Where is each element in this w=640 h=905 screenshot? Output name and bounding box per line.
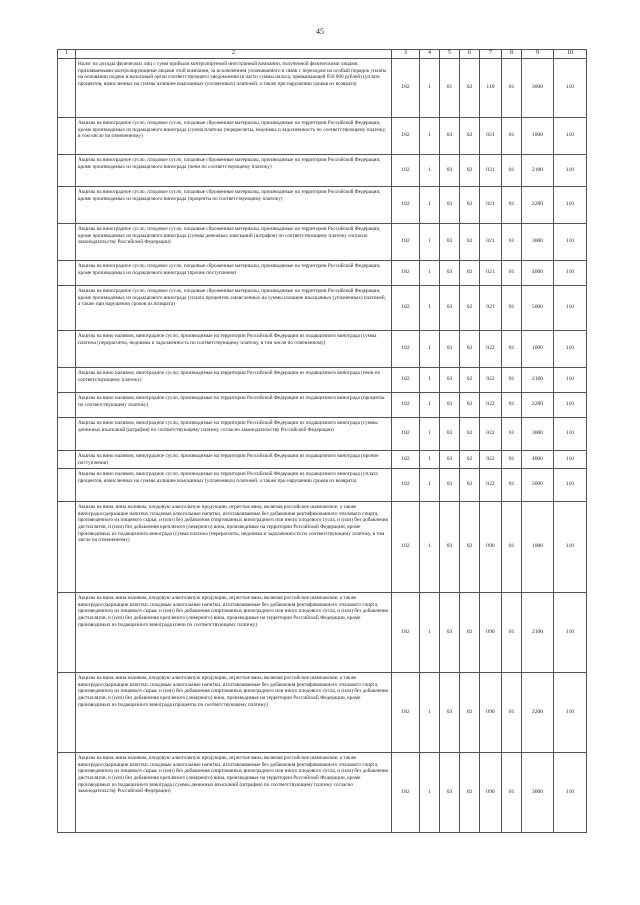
code-program-cell: 1000: [522, 502, 554, 593]
code-article-cell: 02: [460, 673, 480, 753]
code-program-cell: 5000: [522, 286, 554, 331]
code-subarticle-cell: 022: [480, 331, 502, 368]
code-element-cell: 01: [502, 331, 522, 368]
code-subarticle-cell: 022: [480, 393, 502, 418]
code-kind-cell: 110: [554, 155, 587, 187]
code-element-cell: 01: [502, 502, 522, 593]
code-admin-cell: 182: [392, 187, 420, 224]
code-admin-cell: 182: [392, 469, 420, 502]
code-kind-cell: 110: [554, 286, 587, 331]
code-element-cell: 01: [502, 155, 522, 187]
code-program-cell: 2100: [522, 368, 554, 393]
code-article-cell: 02: [460, 502, 480, 593]
table-row: [58, 673, 587, 753]
code-subarticle-cell: 110: [480, 59, 502, 118]
code-kind-cell: 110: [554, 418, 587, 451]
row-number-cell: [58, 753, 76, 833]
table-row: [58, 331, 587, 368]
code-article-cell: 02: [460, 451, 480, 469]
revenue-description: Акцизы на вина, вина наливом, плодовую алкогольную продукцию, игристые вина, включая российское шампанское, а также виноградосодержащие напитки, плодовые алкогольные напитки, изготавливаемые без добавления ректификованного этилового спирта, произведенного из пищевого сырья, и (или) без добавления спиртованных виноградного или иного плодового сусла, и (или) без добавления дистиллятов, и (или) без добавления крепленого (ликерного) вина, производимые на территории Российской Федерации, кроме производимых из подакцизного винограда (проценты по соответствующему платежу): [76, 673, 392, 753]
code-group-cell: 1: [420, 469, 440, 502]
column-number: 5: [440, 50, 460, 59]
row-number-cell: [58, 469, 76, 502]
table-row: [58, 593, 587, 673]
code-kind-cell: 110: [554, 187, 587, 224]
code-admin-cell: 182: [392, 673, 420, 753]
code-subgroup-cell: 01: [440, 59, 460, 118]
table-row: [58, 155, 587, 187]
revenue-description: Акцизы на вина, вина наливом, плодовую алкогольную продукцию, игристые вина, включая российское шампанское, а также виноградосодержащие напитки, плодовые алкогольные напитки, изготавливаемые без добавления ректификованного этилового спирта, произведенного из пищевого сырья, и (или) без добавления спиртованных виноградного или иного плодового сусла, и (или) без добавления дистиллятов, и (или) без добавления крепленого (ликерного) вина, производимые на территории Российской Федерации, кроме производимых из подакцизного винограда (пени по соответствующему платежу): [76, 593, 392, 673]
code-article-cell: 02: [460, 224, 480, 261]
column-number: 10: [554, 50, 587, 59]
column-number-row: [58, 50, 587, 59]
code-subgroup-cell: 03: [440, 593, 460, 673]
code-group-cell: 1: [420, 418, 440, 451]
code-article-cell: 02: [460, 393, 480, 418]
revenue-description: Акцизы на вино наливом, виноградное сусло, производимые на территории Российской Федерации из подакцизного винограда (пени по соответствующему платежу): [76, 368, 392, 393]
code-subarticle-cell: 022: [480, 451, 502, 469]
code-article-cell: 02: [460, 59, 480, 118]
row-number-cell: [58, 673, 76, 753]
revenue-description: Акцизы на вино наливом, виноградное сусло, производимые на территории Российской Федерации из подакцизного винограда (сумма платежа (перерасчеты, недоимка и задолженность по соответствующему платежу, в том числе по отмененному): [76, 331, 392, 368]
row-number-cell: [58, 593, 76, 673]
code-program-cell: 4000: [522, 261, 554, 286]
revenue-description: Акцизы на виноградное сусло, плодовое сусло, плодовые сброженные материалы, производимые на территории Российской Федерации, кроме производимых из подакцизного винограда (прочие поступления): [76, 261, 392, 286]
code-subarticle-cell: 090: [480, 593, 502, 673]
code-admin-cell: 182: [392, 393, 420, 418]
revenue-description: Акцизы на вино наливом, виноградное сусло, производимые на территории Российской Федерации из подакцизного винограда (уплата процентов, начисленных на суммы излишне взысканных (уплаченных) платежей, а также при нарушении сроков их возврата): [76, 469, 392, 502]
code-admin-cell: 182: [392, 753, 420, 833]
code-group-cell: 1: [420, 155, 440, 187]
code-group-cell: 1: [420, 286, 440, 331]
row-number-cell: [58, 155, 76, 187]
code-program-cell: 5000: [522, 469, 554, 502]
code-element-cell: 01: [502, 261, 522, 286]
code-element-cell: 01: [502, 418, 522, 451]
code-subarticle-cell: 022: [480, 418, 502, 451]
table-row: [58, 502, 587, 593]
column-number: 8: [502, 50, 522, 59]
code-article-cell: 02: [460, 368, 480, 393]
code-program-cell: 3000: [522, 753, 554, 833]
code-admin-cell: 182: [392, 593, 420, 673]
code-kind-cell: 110: [554, 451, 587, 469]
code-admin-cell: 182: [392, 155, 420, 187]
code-program-cell: 1000: [522, 331, 554, 368]
code-subgroup-cell: 03: [440, 187, 460, 224]
code-group-cell: 1: [420, 261, 440, 286]
code-admin-cell: 182: [392, 368, 420, 393]
code-group-cell: 1: [420, 331, 440, 368]
table-row: [58, 224, 587, 261]
column-number: 6: [460, 50, 480, 59]
code-kind-cell: 110: [554, 368, 587, 393]
code-kind-cell: 110: [554, 261, 587, 286]
code-group-cell: 1: [420, 393, 440, 418]
code-article-cell: 02: [460, 187, 480, 224]
code-admin-cell: 182: [392, 418, 420, 451]
code-article-cell: 02: [460, 753, 480, 833]
revenue-description: Акцизы на виноградное сусло, плодовое сусло, плодовые сброженные материалы, производимые на территории Российской Федерации, кроме производимых из подакцизного винограда (сумма платежа (перерасчеты, недоимка и задолженность по соответствующему платежу, в том числе по отмененному): [76, 118, 392, 155]
table-row: [58, 753, 587, 833]
code-element-cell: 01: [502, 187, 522, 224]
code-subgroup-cell: 03: [440, 155, 460, 187]
budget-codes-table: [57, 49, 587, 833]
code-element-cell: 01: [502, 393, 522, 418]
code-element-cell: 01: [502, 673, 522, 753]
code-program-cell: 1000: [522, 118, 554, 155]
code-element-cell: 01: [502, 286, 522, 331]
code-element-cell: 01: [502, 59, 522, 118]
code-kind-cell: 110: [554, 469, 587, 502]
code-group-cell: 1: [420, 368, 440, 393]
table-row: [58, 187, 587, 224]
code-article-cell: 02: [460, 418, 480, 451]
code-article-cell: 02: [460, 155, 480, 187]
code-program-cell: 2200: [522, 187, 554, 224]
table-row: [58, 261, 587, 286]
code-subarticle-cell: 021: [480, 118, 502, 155]
row-number-cell: [58, 261, 76, 286]
code-subarticle-cell: 021: [480, 286, 502, 331]
code-kind-cell: 110: [554, 331, 587, 368]
code-article-cell: 02: [460, 118, 480, 155]
table-row: [58, 368, 587, 393]
code-program-cell: 2100: [522, 155, 554, 187]
code-kind-cell: 110: [554, 753, 587, 833]
code-subgroup-cell: 03: [440, 224, 460, 261]
code-kind-cell: 110: [554, 673, 587, 753]
revenue-description: Акцизы на виноградное сусло, плодовое сусло, плодовые сброженные материалы, производимые на территории Российской Федерации, кроме производимых из подакцизного винограда (суммы денежных взысканий (штрафов) по соответствующему платежу согласно законодательству Российской Федерации): [76, 224, 392, 261]
code-admin-cell: 182: [392, 331, 420, 368]
table-row: [58, 59, 587, 118]
code-element-cell: 01: [502, 753, 522, 833]
row-number-cell: [58, 451, 76, 469]
row-number-cell: [58, 393, 76, 418]
row-number-cell: [58, 286, 76, 331]
code-article-cell: 02: [460, 261, 480, 286]
code-group-cell: 1: [420, 593, 440, 673]
code-program-cell: 2100: [522, 593, 554, 673]
code-subgroup-cell: 03: [440, 451, 460, 469]
code-subgroup-cell: 03: [440, 753, 460, 833]
row-number-cell: [58, 118, 76, 155]
row-number-cell: [58, 418, 76, 451]
code-program-cell: 4000: [522, 451, 554, 469]
code-subarticle-cell: 021: [480, 187, 502, 224]
code-article-cell: 02: [460, 469, 480, 502]
code-kind-cell: 110: [554, 593, 587, 673]
code-subgroup-cell: 03: [440, 331, 460, 368]
code-subarticle-cell: 090: [480, 673, 502, 753]
column-number: 2: [76, 50, 392, 59]
code-subarticle-cell: 022: [480, 469, 502, 502]
column-number: 9: [522, 50, 554, 59]
code-element-cell: 01: [502, 368, 522, 393]
code-subgroup-cell: 03: [440, 418, 460, 451]
code-group-cell: 1: [420, 753, 440, 833]
code-element-cell: 01: [502, 118, 522, 155]
revenue-description: Акцизы на вино наливом, виноградное сусло, производимые на территории Российской Федерации из подакцизного винограда (проценты по соответствующему платежу): [76, 393, 392, 418]
revenue-description: Акцизы на виноградное сусло, плодовое сусло, плодовые сброженные материалы, производимые на территории Российской Федерации, кроме производимых из подакцизного винограда (пени по соответствующему платежу): [76, 155, 392, 187]
column-number: 1: [58, 50, 76, 59]
code-program-cell: 3000: [522, 224, 554, 261]
code-kind-cell: 110: [554, 118, 587, 155]
code-subgroup-cell: 03: [440, 469, 460, 502]
row-number-cell: [58, 502, 76, 593]
row-number-cell: [58, 59, 76, 118]
code-subarticle-cell: 090: [480, 502, 502, 593]
code-group-cell: 1: [420, 673, 440, 753]
code-article-cell: 02: [460, 331, 480, 368]
code-group-cell: 1: [420, 224, 440, 261]
code-subarticle-cell: 022: [480, 368, 502, 393]
code-program-cell: 2200: [522, 393, 554, 418]
table-row: [58, 418, 587, 451]
row-number-cell: [58, 368, 76, 393]
code-admin-cell: 182: [392, 286, 420, 331]
code-kind-cell: 110: [554, 393, 587, 418]
row-number-cell: [58, 187, 76, 224]
code-admin-cell: 182: [392, 118, 420, 155]
code-subgroup-cell: 03: [440, 286, 460, 331]
table-row: [58, 118, 587, 155]
table-row: [58, 469, 587, 502]
column-number: 7: [480, 50, 502, 59]
column-number: 4: [420, 50, 440, 59]
revenue-description: Налог на доходы физических лиц с сумм прибыли контролируемой иностранной компании, полученной физическими лицами, признаваемыми контролирующими лицами этой компании, за исключением уплачиваемого в связи с переходом на особый порядок уплаты на основании подачи в налоговый орган соответствующего уведомления (в части суммы налога, превышающей 650 000 рублей) (уплата процентов, начисленных на суммы излишне взысканных (уплаченных) платежей, а также при нарушении сроков их возврата): [76, 59, 392, 118]
code-subgroup-cell: 03: [440, 118, 460, 155]
code-program-cell: 3000: [522, 59, 554, 118]
table-row: [58, 393, 587, 418]
revenue-description: Акцизы на виноградное сусло, плодовое сусло, плодовые сброженные материалы, производимые на территории Российской Федерации, кроме производимых из подакцизного винограда (проценты по соответствующему платежу): [76, 187, 392, 224]
code-kind-cell: 110: [554, 224, 587, 261]
code-element-cell: 01: [502, 469, 522, 502]
code-admin-cell: 182: [392, 261, 420, 286]
code-subarticle-cell: 021: [480, 224, 502, 261]
code-subgroup-cell: 03: [440, 368, 460, 393]
code-admin-cell: 182: [392, 451, 420, 469]
code-program-cell: 2200: [522, 673, 554, 753]
row-number-cell: [58, 224, 76, 261]
code-admin-cell: 182: [392, 224, 420, 261]
code-program-cell: 3000: [522, 418, 554, 451]
code-subarticle-cell: 021: [480, 261, 502, 286]
code-group-cell: 1: [420, 59, 440, 118]
row-number-cell: [58, 331, 76, 368]
code-kind-cell: 110: [554, 59, 587, 118]
code-kind-cell: 110: [554, 502, 587, 593]
code-group-cell: 1: [420, 118, 440, 155]
revenue-description: Акцизы на вино наливом, виноградное сусло, производимые на территории Российской Федерации из подакцизного винограда (суммы денежных взысканий (штрафов) по соответствующему платежу согласно законодательству Российской Федерации): [76, 418, 392, 451]
revenue-description: Акцизы на вино наливом, виноградное сусло, производимые на территории Российской Федерации из подакцизного винограда (прочие поступления): [76, 451, 392, 469]
revenue-description: Акцизы на вина, вина наливом, плодовую алкогольную продукцию, игристые вина, включая российское шампанское, а также виноградосодержащие напитки, плодовые алкогольные напитки, изготавливаемые без добавления ректификованного этилового спирта, произведенного из пищевого сырья, и (или) без добавления спиртованных виноградного или иного плодового сусла, и (или) без добавления дистиллятов, и (или) без добавления крепленого (ликерного) вина, производимые на территории Российской Федерации, кроме производимых из подакцизного винограда (суммы денежных взысканий (штрафов) по соответствующему платежу согласно законодательству Российской Федерации): [76, 753, 392, 833]
page-number: 45: [316, 27, 324, 36]
code-element-cell: 01: [502, 451, 522, 469]
code-article-cell: 02: [460, 593, 480, 673]
code-subarticle-cell: 021: [480, 155, 502, 187]
code-article-cell: 02: [460, 286, 480, 331]
code-subgroup-cell: 03: [440, 673, 460, 753]
revenue-description: Акцизы на вина, вина наливом, плодовую алкогольную продукцию, игристые вина, включая российское шампанское, а также виноградосодержащие напитки, плодовые алкогольные напитки, изготавливаемые без добавления ректификованного этилового спирта, произведенного из пищевого сырья, и (или) без добавления спиртованных виноградного или иного плодового сусла, и (или) без добавления дистиллятов, и (или) без добавления крепленого (ликерного) вина, производимые на территории Российской Федерации, кроме производимых из подакцизного винограда (сумма платежа (перерасчеты, недоимка и задолженность по соответствующему платежу, в том числе по отмененному): [76, 502, 392, 593]
column-number: 3: [392, 50, 420, 59]
revenue-description: Акцизы на виноградное сусло, плодовое сусло, плодовые сброженные материалы, производимые на территории Российской Федерации, кроме производимых из подакцизного винограда (уплата процентов, начисленных на суммы излишне взысканных (уплаченных) платежей, а также при нарушении сроков их возврата): [76, 286, 392, 331]
code-group-cell: 1: [420, 451, 440, 469]
code-element-cell: 01: [502, 593, 522, 673]
code-subgroup-cell: 03: [440, 261, 460, 286]
code-subarticle-cell: 090: [480, 753, 502, 833]
code-subgroup-cell: 03: [440, 502, 460, 593]
table-row: [58, 451, 587, 469]
code-admin-cell: 182: [392, 59, 420, 118]
code-element-cell: 01: [502, 224, 522, 261]
code-admin-cell: 182: [392, 502, 420, 593]
code-group-cell: 1: [420, 187, 440, 224]
code-subgroup-cell: 03: [440, 393, 460, 418]
table-row: [58, 286, 587, 331]
code-group-cell: 1: [420, 502, 440, 593]
